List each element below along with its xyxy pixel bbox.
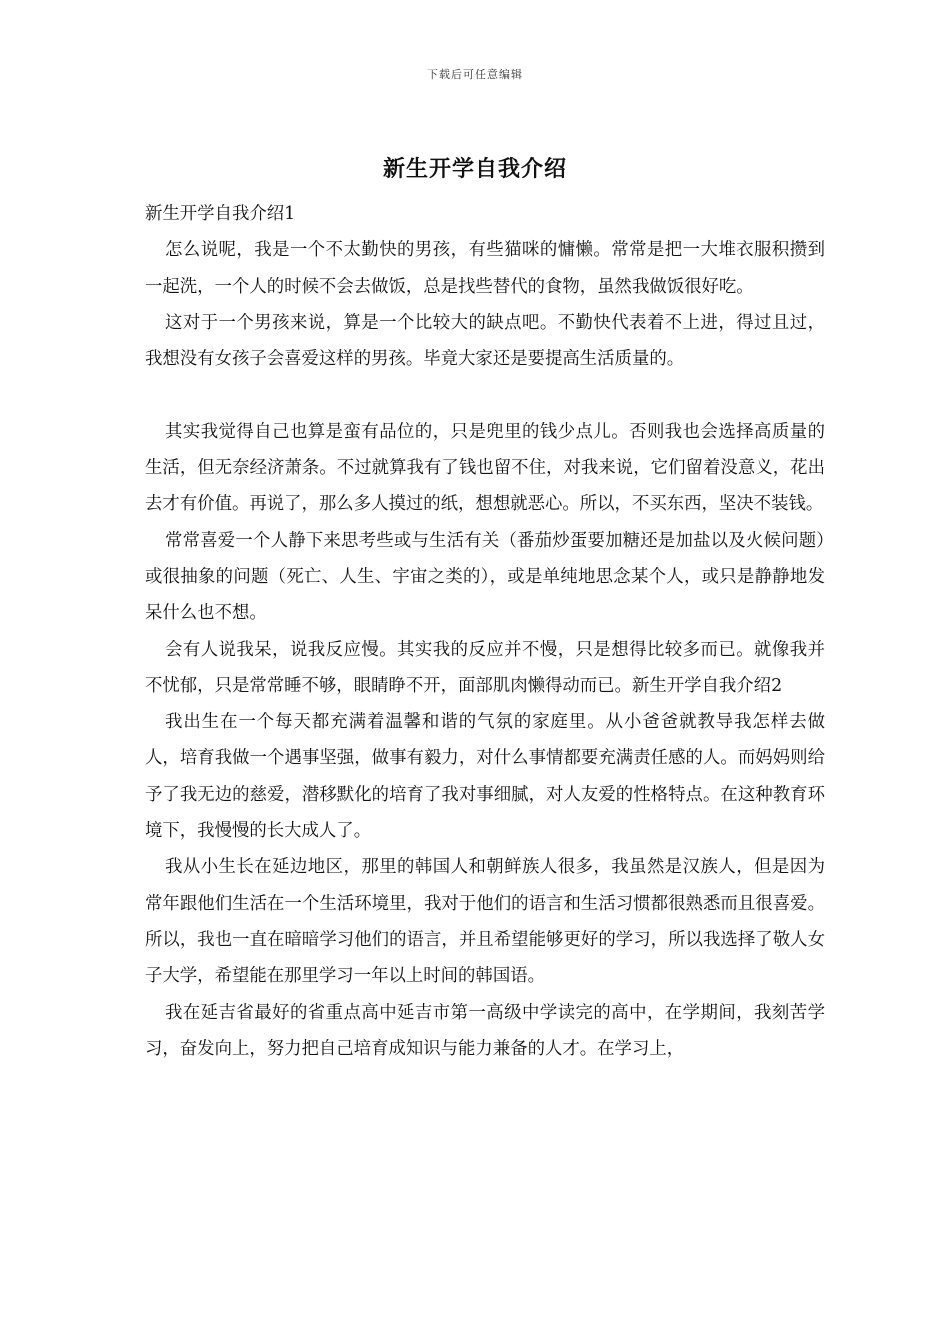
paragraph: 会有人说我呆，说我反应慢。其实我的反应并不慢，只是想得比较多而已。就像我并不忧郁，只是常常睡不够，眼睛睁不开，面部肌肉懒得动而已。新生开学自我介绍2 <box>145 639 825 696</box>
header-note: 下载后可任意编辑 <box>427 68 523 81</box>
paragraph: 这对于一个男孩来说，算是一个比较大的缺点吧。不勤快代表着不上进，得过且过，我想没有女孩子会喜爱这样的男孩。毕竟大家还是要提高生活质量的。 <box>145 312 825 370</box>
section-heading: 新生开学自我介绍1 <box>145 204 296 224</box>
document-body <box>145 196 825 1067</box>
paragraph: 其实我觉得自己也算是蛮有品位的，只是兜里的钱少点儿。否则我也会选择高质量的生活，但无奈经济萧条。不过就算我有了钱也留不住，对我来说，它们留着没意义，花出去才有价值。再说了，那么多人摸过的纸，想想就恶心。所以，不买东西，坚决不装钱。 <box>145 421 825 515</box>
paragraph: 我在延吉省最好的省重点高中延吉市第一高级中学读完的高中，在学期间，我刻苦学习，奋发向上，努力把自己培育成知识与能力兼备的人才。在学习上， <box>145 1002 825 1059</box>
document-title: 新生开学自我介绍 <box>382 156 567 182</box>
paragraph: 常常喜爱一个人静下来思考些或与生活有关（番茄炒蛋要加糖还是加盐以及火候问题）或很抽象的问题（死亡、人生、宇宙之类的），或是单纯地思念某个人，或只是静静地发呆什么也不想。 <box>145 530 825 624</box>
paragraph: 我出生在一个每天都充满着温馨和谐的气氛的家庭里。从小爸爸就教导我怎样去做人，培育我做一个遇事坚强，做事有毅力，对什么事情都要充满责任感的人。而妈妈则给予了我无边的慈爱，潜移默化的培育了我对事细腻，对人友爱的性格特点。在这种教育环境下，我慢慢的长大成人了。 <box>145 712 825 842</box>
paragraph: 我从小生长在延边地区，那里的韩国人和朝鲜族人很多，我虽然是汉族人，但是因为常年跟他们生活在一个生活环境里，我对于他们的语言和生活习惯都很熟悉而且很喜爱。所以，我也一直在暗暗学习他们的语言，并且希望能够更好的学习，所以我选择了敬人女子大学，希望能在那里学习一年以上时间的韩国语。 <box>145 857 825 987</box>
paragraph-spacer <box>145 377 825 413</box>
paragraph: 怎么说呢，我是一个不太勤快的男孩，有些猫咪的慵懒。常常是把一大堆衣服积攒到一起洗，一个人的时候不会去做饭，总是找些替代的食物，虽然我做饭很好吃。 <box>145 240 825 297</box>
